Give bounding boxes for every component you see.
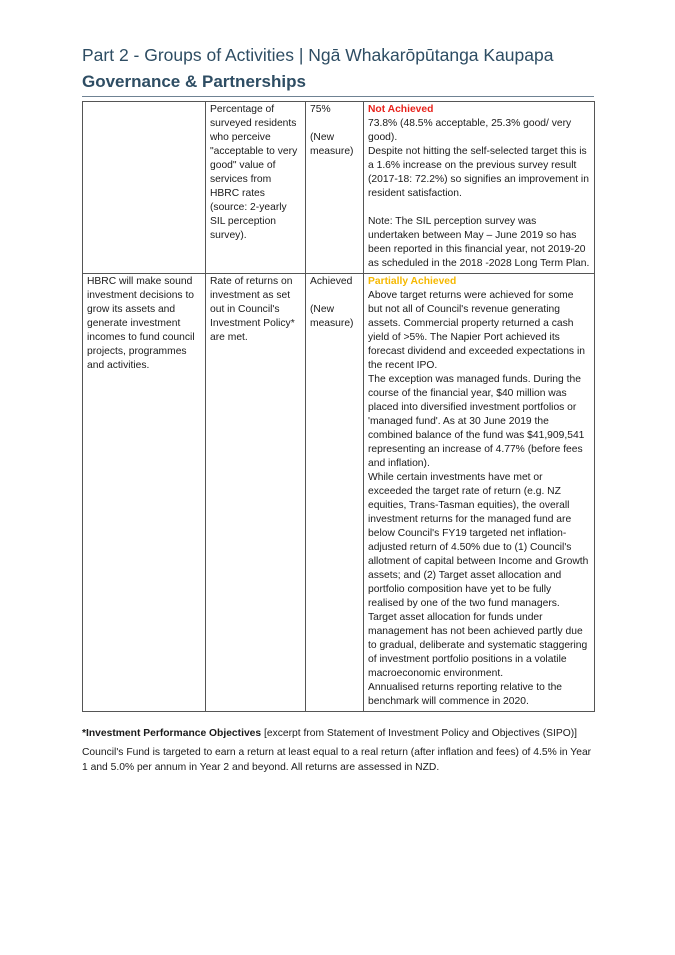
performance-table [82, 101, 595, 712]
footnote-text: [excerpt from Statement of Investment Policy and Objectives (SIPO)] [261, 728, 578, 739]
result-cell [364, 102, 595, 274]
target-value: Achieved [310, 276, 353, 287]
target-note: (New measure) [310, 132, 354, 157]
level-of-service-cell [83, 102, 206, 274]
result-cell [364, 274, 595, 712]
result-paragraph: Note: The SIL perception survey was undertaken between May – June 2019 so has been reported in this financial year, not 2019-20 as scheduled in the 2018 -2028 Long Term Plan. [368, 216, 590, 269]
status-label: Not Achieved [368, 104, 434, 115]
fund-note: Council's Fund is targeted to earn a return at least equal to a real return (after inflation and fees) of 4.5% in Year 1 and 5.0% per annum in Year 2 and beyond. All returns are assessed in NZD. [82, 747, 592, 773]
target-note: (New measure) [310, 304, 354, 329]
page-header: Part 2 - Groups of Activities | Ngā Whakarōpūtanga Kaupapa [82, 45, 554, 65]
section-title: Governance & Partnerships [82, 72, 306, 91]
table-row [83, 274, 595, 712]
section-divider [82, 96, 594, 97]
level-of-service-cell: HBRC will make sound investment decisions to grow its assets and generate investment incomes to fund council projects, programmes and activities. [83, 274, 206, 712]
result-paragraph: Annualised returns reporting relative to the benchmark will commence in 2020. [368, 682, 563, 707]
measure-cell: Rate of returns on investment as set out in Council's Investment Policy* are met. [206, 274, 306, 712]
result-paragraph: 73.8% (48.5% acceptable, 25.3% good/ very good). [368, 118, 572, 143]
target-cell [306, 274, 364, 712]
status-label: Partially Achieved [368, 276, 457, 287]
footnote [82, 727, 602, 741]
measure-cell: Percentage of surveyed residents who perceive "acceptable to very good" value of services from HBRC rates (source: 2-yearly SIL perception survey). [206, 102, 306, 274]
footnote-title: *Investment Performance Objectives [82, 728, 262, 739]
target-cell [306, 102, 364, 274]
result-paragraph: The exception was managed funds. During the course of the financial year, $40 million was placed into diversified investment portfolios or 'managed fund'. As at 30 June 2019 the combined balance of the fund was $41,909,541 representing an increase of 4.77% (before fees and inflation). [368, 374, 585, 469]
result-paragraph: While certain investments have met or exceeded the target rate of return (e.g. NZ equities, Trans-Tasman equities), the overall investment returns for the managed fund are below Council's FY19 targeted net inflation-adjusted return of 4.50% due to (1) Council's allotment of capital between Income and Growth assets; and (2) Target asset allocation and portfolio composition have yet to be fully realised by one of the two fund managers. Target asset allocation for funds under management has not been achieved partly due to gradual, deliberate and systematic staggering of investment portfolio positions in a volatile macroeconomic environment. [368, 472, 589, 679]
result-paragraph: Above target returns were achieved for some but not all of Council's revenue generating assets. Commercial property returned a cash yield of >5%. The Napier Port achieved its forecast dividend and exceeded expectations in the recent IPO. [368, 290, 585, 371]
result-paragraph: Despite not hitting the self-selected target this is a 1.6% increase on the previous survey result (2017-18: 72.2%) so signifies an improvement in resident satisfaction. [368, 146, 589, 199]
target-value: 75% [310, 104, 331, 115]
table-row [83, 102, 595, 274]
